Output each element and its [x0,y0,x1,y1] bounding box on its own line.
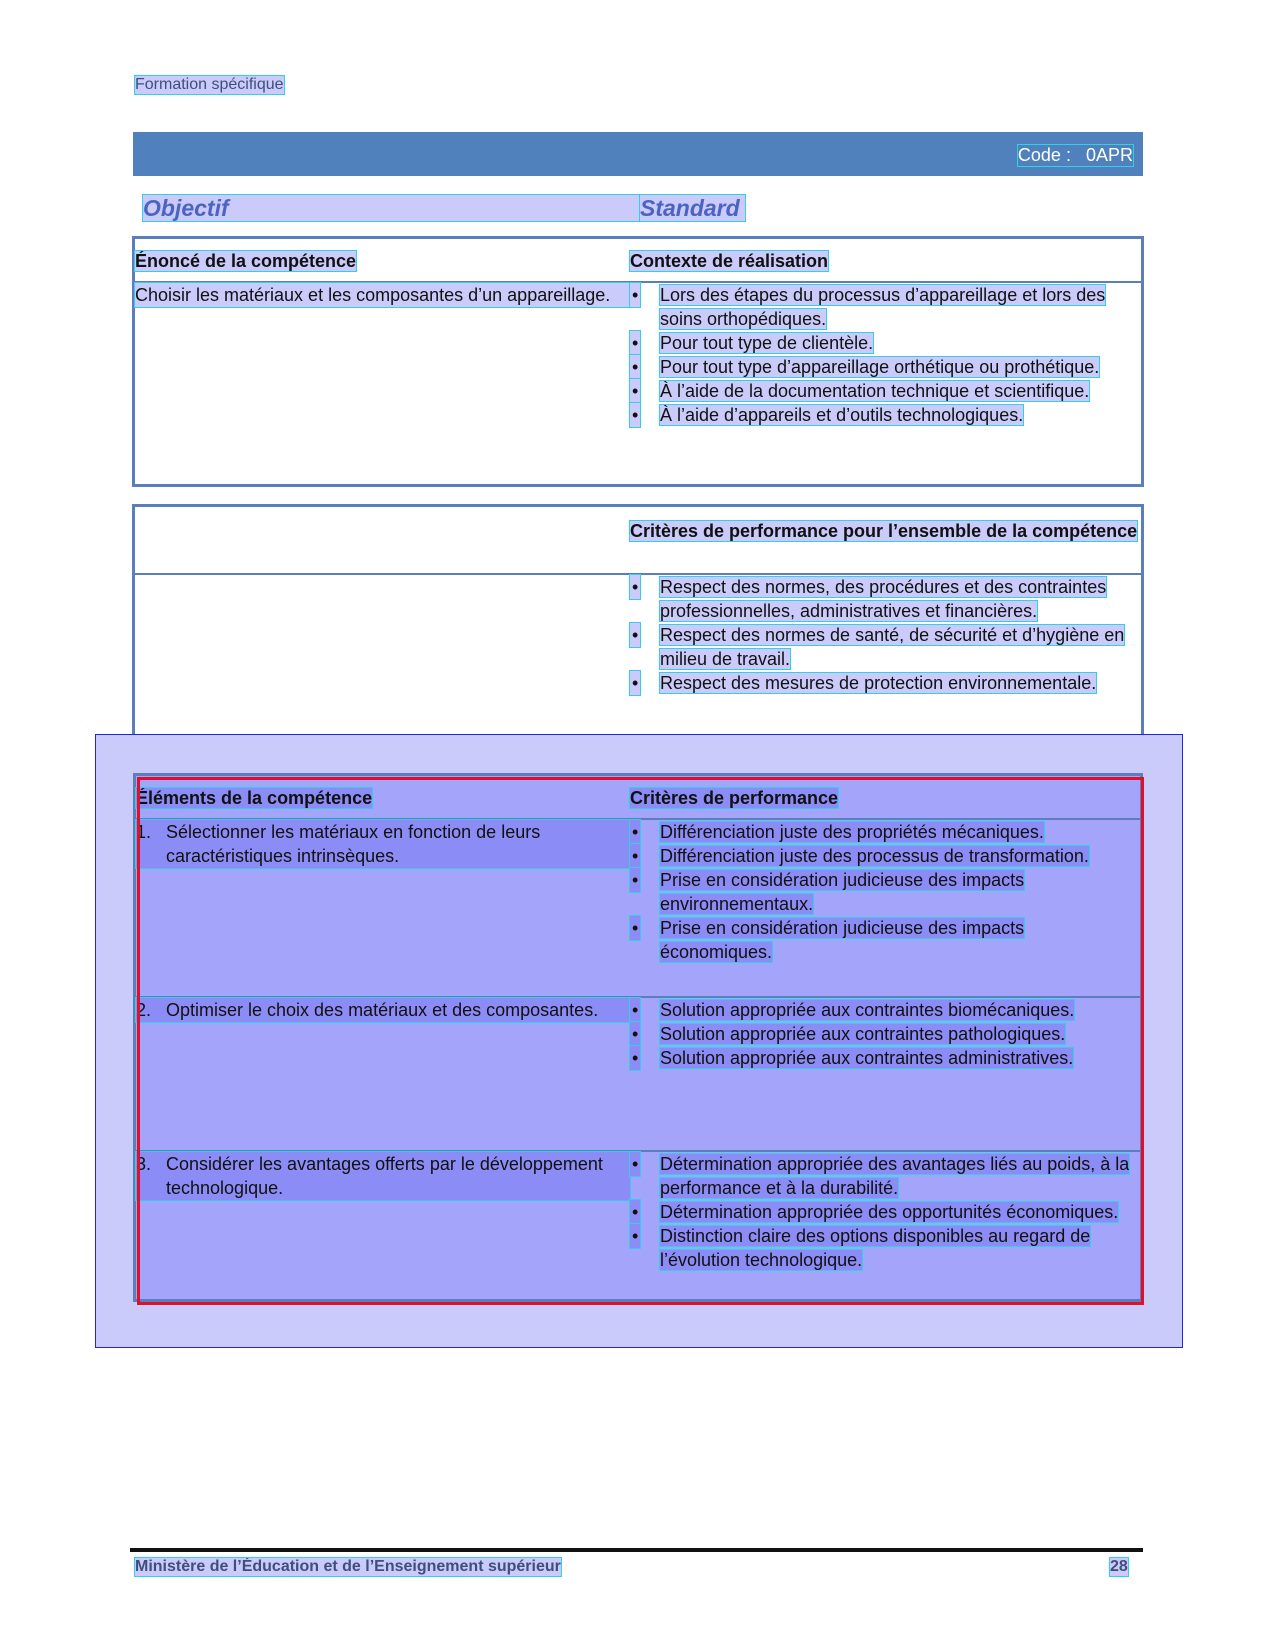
bullet-icon [630,575,640,599]
list-item: • Respect des normes, des procédures et des contraintes professionnelles, administratives et financières. [630,575,1141,623]
bullet-icon [630,1046,640,1070]
list-item: • À l’aide de la documentation technique et scientifique. [630,379,1141,403]
bullet-icon [630,868,640,892]
list-item: • Prise en considération judicieuse des impacts économiques. [630,916,1140,964]
code-label: Code : 0APR [1017,145,1133,165]
element-item: 1. Sélectionner les matériaux en fonction de leurs caractéristiques intrinsèques. [136,820,630,868]
bullet-icon [630,844,640,868]
bullet-icon [630,1152,640,1176]
bullet-icon [630,331,640,355]
bullet-icon [630,379,640,403]
list-item: • Respect des normes de santé, de sécurité et d’hygiène en milieu de travail. [630,623,1141,671]
bullet-icon [630,671,640,695]
bullet-icon [630,355,640,379]
bullet-icon [630,1200,640,1224]
context-list [630,283,1141,427]
bullet-icon [630,1022,640,1046]
footer-rule [130,1548,1143,1552]
list-item: • À l’aide d’appareils et d’outils technologiques. [630,403,1141,427]
list-item: • Différenciation juste des processus de transformation. [630,844,1140,868]
list-item: • Détermination appropriée des opportunités économiques. [630,1200,1140,1224]
bullet-icon [630,623,640,647]
list-item: • Détermination appropriée des avantages liés au poids, à la performance et à la durabilité. [630,1152,1140,1200]
list-item: • Pour tout type d’appareillage orthétique ou prothétique. [630,355,1141,379]
element-item: 3. Considérer les avantages offerts par le développement technologique. [136,1152,630,1200]
criteria-list [630,1152,1140,1272]
list-item: • Lors des étapes du processus d’appareillage et lors des soins orthopédiques. [630,283,1141,331]
bullet-icon [630,283,640,307]
competence-statement: Choisir les matériaux et les composantes d’un appareillage. [135,283,630,307]
competence-table [132,236,1144,487]
list-item: • Prise en considération judicieuse des impacts environnementaux. [630,868,1140,916]
running-title: Formation spécifique [135,76,284,93]
global-criteria-list [630,575,1141,695]
element-item: 2. Optimiser le choix des matériaux et des composantes. [136,998,630,1022]
bullet-icon [630,403,640,427]
criteria-list [630,998,1140,1070]
criteria-list [630,820,1140,964]
global-criteria-table [132,504,1144,755]
bullet-icon [630,998,640,1022]
criteria-header: Critères de performance [629,788,839,808]
competence-header: Énoncé de la compétence [135,251,357,271]
footer-ministry: Ministère de l’Éducation et de l’Enseignement supérieur [135,1558,561,1575]
objectif-heading: Objectif [143,195,743,221]
elements-table [133,773,1143,1302]
list-item: • Respect des mesures de protection environnementale. [630,671,1141,695]
list-item: • Pour tout type de clientèle. [630,331,1141,355]
page-number: 28 [1110,1558,1128,1575]
header-banner [133,132,1143,176]
list-item: • Solution appropriée aux contraintes administratives. [630,1046,1140,1070]
list-item: • Différenciation juste des propriétés mécaniques. [630,820,1140,844]
list-item: • Distinction claire des options disponibles au regard de l’évolution technologique. [630,1224,1140,1272]
bullet-icon [630,916,640,940]
global-criteria-header: Critères de performance pour l’ensemble de la compétence [629,521,1138,541]
elements-header: Éléments de la compétence [136,788,373,808]
list-item: • Solution appropriée aux contraintes pathologiques. [630,1022,1140,1046]
bullet-icon [630,1224,640,1248]
context-header: Contexte de réalisation [629,251,829,271]
standard-heading: Standard [640,195,745,221]
bullet-icon [630,820,640,844]
list-item: • Solution appropriée aux contraintes biomécaniques. [630,998,1140,1022]
